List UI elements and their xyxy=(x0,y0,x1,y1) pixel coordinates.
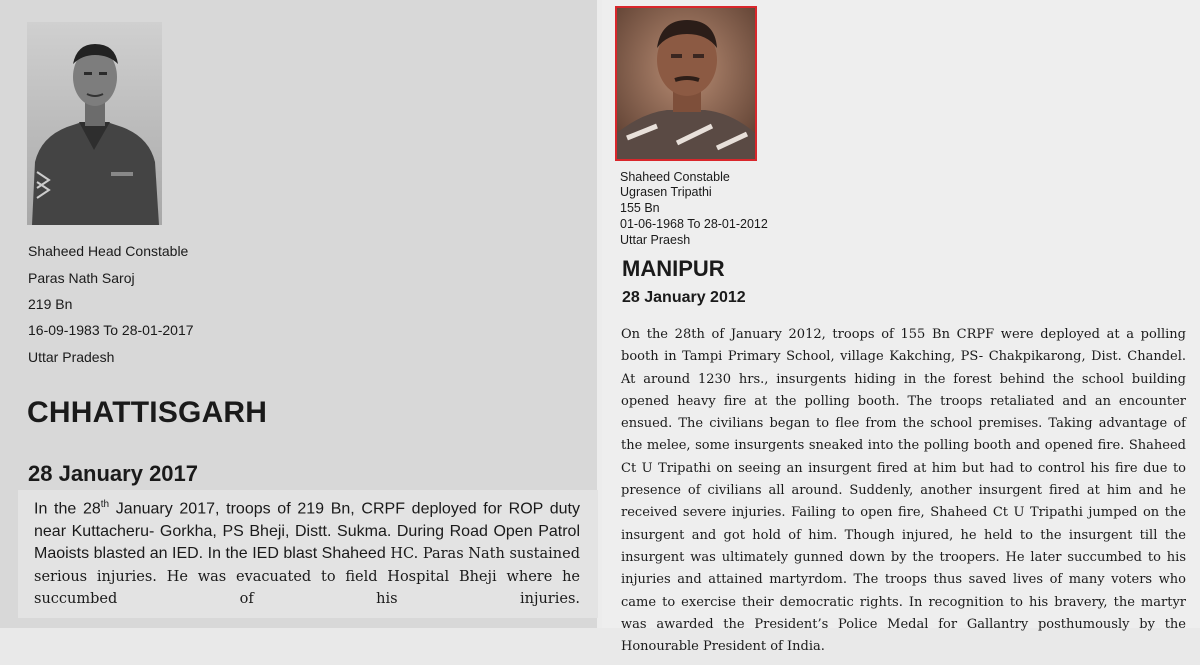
right-state: Uttar Praesh xyxy=(620,233,691,247)
left-battalion: 219 Bn xyxy=(28,296,73,312)
left-story-part2: HC. Paras Nath sustained serious injuries. He was evacuated to field Hospital Bheji where he succumbed of his injuries. xyxy=(34,546,580,608)
left-rank: Shaheed Head Constable xyxy=(28,243,189,259)
left-story-part1a: In the 28 xyxy=(34,500,101,518)
right-dates: 01-06-1968 To 28-01-2012 xyxy=(620,217,768,231)
left-story-part1b: January 2017, troops of 219 Bn, CRPF deployed for ROP duty near Kuttacheru- Gorkha, PS Bheji, Distt. Sukma. During Road Open Patrol Maoists blasted an IED. In the IED blast Shaheed xyxy=(34,500,580,563)
right-battalion: 155 Bn xyxy=(620,201,660,215)
portrait-paras-nath-saroj xyxy=(27,22,162,225)
left-story xyxy=(34,494,580,611)
right-region-heading: MANIPUR xyxy=(622,256,725,281)
left-incident-date: 28 January 2017 xyxy=(28,461,199,486)
right-story: On the 28th of January 2012, troops of 155 Bn CRPF were deployed at a polling booth in Tampi Primary School, village Kakching, PS- Chakpikarong, Dist. Chandel. At around 1230 hrs., insurgents hiding in the forest behind the school building opened heavy fire at the polling booth. The troops retaliated and an encounter ensued. The civilians began to flee from the school premises. Taking advantage of the melee, some insurgents sneaked into the polling booth and opened fire. Shaheed Ct U Tripathi on seeing an insurgent fired at him but had to control his fire due to presence of civilians all around. Suddenly, another insurgent fired at him and he received severe injuries. Failing to open fire, Shaheed Ct U Tripathi jumped on the insurgent and got hold of him. Though injured, he held to the insurgent till the insurgent was ultimately gunned down by the troopers. He later succumbed to his injuries and attained martyrdom. The troops thus saved lives of many voters who came to exercise their democratic rights. In recognition to his bravery, the martyr was awarded the President’s Police Medal for Gallantry posthumously by the Honourable President of India. xyxy=(621,327,1186,655)
left-region-heading: CHHATTISGARH xyxy=(27,396,268,429)
right-rank: Shaheed Constable xyxy=(620,170,730,184)
portrait-ugrasen-tripathi xyxy=(615,6,757,161)
left-state: Uttar Pradesh xyxy=(28,349,115,365)
left-dates: 16-09-1983 To 28-01-2017 xyxy=(28,322,194,338)
left-name: Paras Nath Saroj xyxy=(28,270,135,286)
left-story-sup: th xyxy=(100,499,110,510)
right-incident-date: 28 January 2012 xyxy=(622,289,746,306)
right-name: Ugrasen Tripathi xyxy=(620,185,712,199)
